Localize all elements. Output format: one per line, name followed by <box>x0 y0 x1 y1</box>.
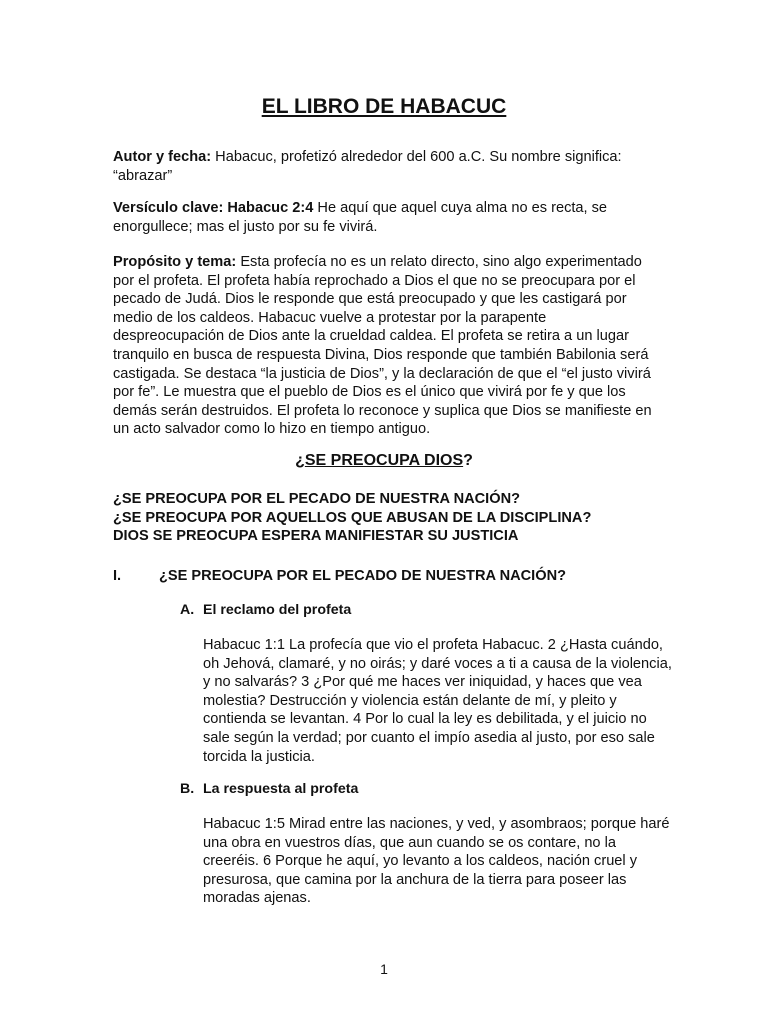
subpoint-a-letter: A. <box>180 602 195 618</box>
question-item: ¿SE PREOCUPA POR AQUELLOS QUE ABUSAN DE LA DISCIPLINA? <box>113 509 592 526</box>
key-verse-label: Versículo clave: Habacuc 2:4 <box>113 200 314 216</box>
outline-point-title: ¿SE PREOCUPA POR EL PECADO DE NUESTRA NACIÓN? <box>159 568 567 584</box>
subpoint-b-quote: Habacuc 1:5 Mirad entre las naciones, y ved, y asombraos; porque haré una obra en vuestros días, que aun cuando se os contare, no la creeréis. 6 Porque he aquí, yo levanto a los caldeos, nación cruel y presurosa, que camina por la anchura de la tierra para poseer las moradas ajenas. <box>203 816 670 907</box>
section-heading-prefix: ¿ <box>295 452 305 469</box>
purpose-theme-label: Propósito y tema: <box>113 254 237 270</box>
purpose-theme-paragraph <box>113 253 658 439</box>
section-heading-main: SE PREOCUPA DIOS <box>304 452 464 469</box>
key-verse-text: He aquí que aquel cuya alma no es recta, se enorgullece; mas el justo por su fe vivirá. <box>113 200 608 235</box>
author-date-paragraph <box>113 148 658 185</box>
purpose-theme-text: Esta profecía no es un relato directo, sino algo experimentado por el profeta. El profeta había reprochado a Dios el que no se preocupara por el pecado de Judá. Dios le responde que está preocupado y que les castigará por medio de los caldeos. Habacuc vuelve a protestar por la parapente despreocupación de Dios ante la crueldad caldea. El profeta se retira a un lugar tranquilo en busca de respuesta Divina, Dios responde que también Babilonia será castigada. Se destaca “la justicia de Dios”, y la declaración de que el “el justo vivirá por fe”. Le muestra que el pueblo de Dios es el único que vivirá por fe y que los demás serán destruidos. El profeta lo reconoce y suplica que Dios se manifieste en un acto salvador como lo hizo en tiempo antiguo. <box>113 254 652 438</box>
subpoint-b-title: La respuesta al profeta <box>203 781 359 797</box>
subpoint-a-heading <box>180 601 660 620</box>
document-title: EL LIBRO DE HABACUC <box>261 95 507 118</box>
key-verse-paragraph <box>113 199 658 236</box>
section-heading <box>0 451 768 471</box>
subpoint-b-letter: B. <box>180 781 195 797</box>
questions-list <box>113 490 673 546</box>
subpoint-a-title: El reclamo del profeta <box>203 602 352 618</box>
author-date-text: Habacuc, profetizó alrededor del 600 a.C. Su nombre significa: “abrazar” <box>113 149 622 184</box>
question-item: ¿SE PREOCUPA POR EL PECADO DE NUESTRA NACIÓN? <box>113 491 521 507</box>
author-date-label: Autor y fecha: <box>113 149 212 165</box>
outline-point-number: I. <box>113 568 122 584</box>
question-item: DIOS SE PREOCUPA ESPERA MANIFIESTAR SU JUSTICIA <box>113 528 519 545</box>
page-number: 1 <box>380 961 388 977</box>
section-heading-suffix: ? <box>463 452 473 469</box>
subpoint-b-heading <box>180 780 660 799</box>
subpoint-a-quote: Habacuc 1:1 La profecía que vio el profeta Habacuc. 2 ¿Hasta cuándo, oh Jehová, clamaré, y no oirás; y daré voces a ti a causa de la violencia, y no salvarás? 3 ¿Por qué me haces ver iniquidad, y haces que vea molestia? Destrucción y violencia están delante de mí, y pleito y contienda se levantan. 4 Por lo cual la ley es debilitada, y el juicio no sale según la verdad; por cuanto el impío asedia al justo, por eso sale torcida la justicia. <box>203 637 672 765</box>
